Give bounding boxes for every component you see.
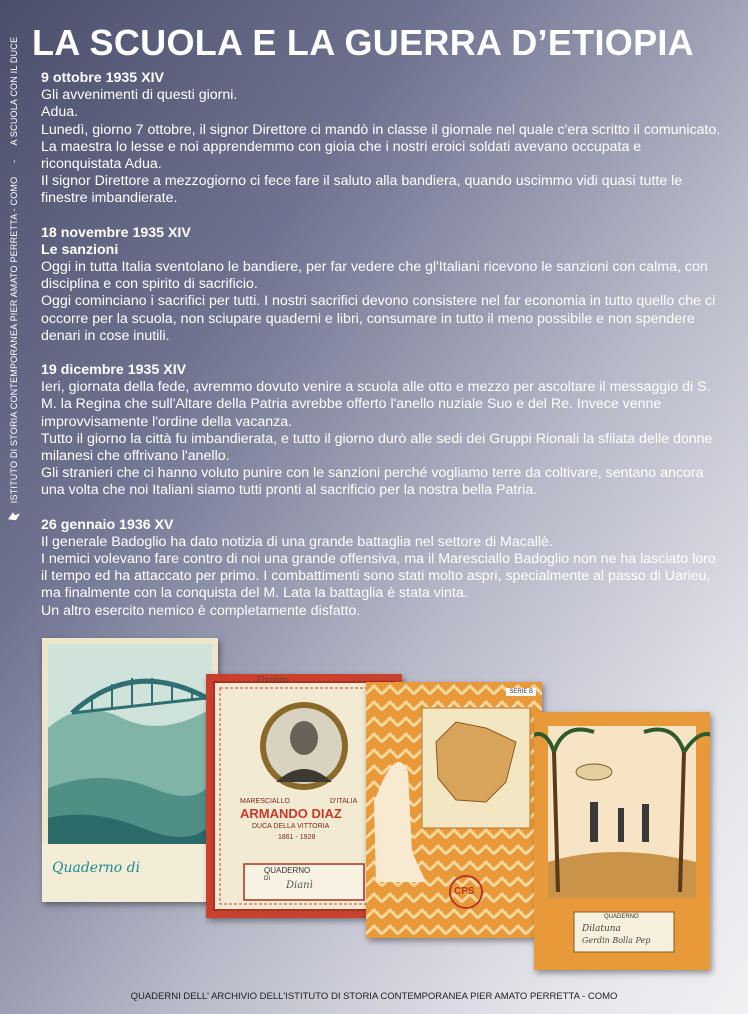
page-title: LA SCUOLA E LA GUERRA D’ETIOPIA — [32, 22, 694, 63]
entry-paragraph: Un altro esercito nemico è completamente disfatto. — [41, 602, 361, 619]
entry-paragraph: Gli stranieri che ci hanno voluto punire con le sanzioni perché vogliamo terre da coltivare, sentano ancora una volta che noi Italiani siamo tutti pronti al sacrificio per la nostra bella Patria. — [41, 465, 704, 499]
entry-paragraph: Gli avvenimenti di questi giorni. — [41, 87, 238, 104]
box-title: QUADERNO — [264, 866, 311, 875]
notebook-cover-palms — [534, 712, 710, 970]
entry-paragraph: Adua. — [41, 104, 79, 121]
entry-paragraph: Il generale Badoglio ha dato notizia di una grande battaglia nel settore di Macallè. — [41, 533, 553, 550]
diary-entry — [41, 225, 721, 345]
diary-entry — [41, 517, 721, 620]
side-separator: - — [9, 159, 19, 163]
publisher-monogram: CPS — [454, 886, 475, 897]
side-series-text: A SCUOLA CON IL DUCE — [9, 36, 19, 146]
entry-paragraph: Oggi in tutta Italia sventolano le bandiere, per far vedere che gl'Italiani ricevono le sanzioni con calma, con disciplina e con spirito di sacrificio. — [41, 259, 708, 293]
diary-entry — [41, 70, 721, 208]
map-cover-art — [366, 682, 542, 938]
entry-paragraph: I nemici volevano fare contro di noi una grande offensiva, ma il Maresciallo Badoglio non ne ha lasciato loro il tempo ed ha attaccato per primo. I combattimenti sono stati molto aspri, specialmente al passo di Uarieu, ma finalmente con la conquista del M. Lata la battaglia è stata vinta. — [41, 551, 716, 602]
box-title: QUADERNO — [604, 914, 639, 920]
cover-name: ARMANDO DIAZ — [240, 806, 342, 821]
cover-rank-right: D'ITALIA — [330, 798, 358, 805]
cover-years: 1861 - 1928 — [278, 834, 316, 841]
box-handwriting: Dianì — [286, 880, 313, 891]
notebook-cover-bridge — [42, 638, 218, 902]
cover-honorific: DUCA DELLA VITTORIA — [252, 823, 330, 830]
page-footer: QUADERNI DELL' ARCHIVIO DELL'ISTITUTO DI STORIA CONTEMPORANEA PIER AMATO PERRETTA - COMO — [130, 991, 618, 1002]
cover-label: Quaderno di — [52, 860, 141, 876]
notebook-covers-gallery — [40, 636, 720, 976]
box-handwriting: Gerdin Bolla Pep — [582, 936, 651, 945]
entry-date: 18 novembre 1935 XIV — [41, 224, 191, 241]
handwriting-top: Tiroido — [256, 676, 289, 686]
diary-entry — [41, 362, 721, 500]
entry-date: 19 dicembre 1935 XIV — [41, 362, 187, 379]
entry-paragraph: Tutto il giorno la città fu imbandierata, e tutto il giorno durò alle sedi dei Gruppi Rionali la sfilata delle donne milanesi che offrivano l'anello. — [41, 430, 713, 465]
side-banner — [0, 0, 28, 560]
palms-cover-art — [534, 712, 710, 970]
series-badge: SERIE B — [506, 688, 536, 696]
box-handwriting: Dilatuna — [582, 924, 621, 934]
entry-paragraph: Oggi cominciano i sacrifici per tutti. I nostri sacrifici devono consistere nel far economia in tutto quello che ci occorre per la scuola, non sciupare quaderni e libri, consumare in tutto il meno possibile e non spendere denari in cose inutili. — [41, 293, 716, 344]
entry-paragraph: Lunedì, giorno 7 ottobre, il signor Direttore ci mandò in classe il giornale nel quale c'era scritto il comunicato. La maestra lo lesse e noi apprendemmo con gioia che i nostri eroici soldati avevano occupata e riconquistata Adua. — [41, 121, 721, 173]
cover-rank: MARESCIALLO — [240, 798, 290, 805]
notebook-cover-map — [366, 682, 542, 938]
side-banner-text — [9, 37, 19, 523]
entry-paragraph: Il signor Direttore a mezzogiorno ci fece fare il saluto alla bandiera, quando uscimmo vidi quasi tutte le finestre imbandierate. — [41, 173, 683, 207]
entry-date: 26 gennaio 1936 XV — [41, 516, 174, 533]
side-institute-text: ISTITUTO DI STORIA CONTEMPORANEA PIER AMATO PERRETTA - COMO — [9, 176, 19, 504]
entry-paragraph: Ieri, giornata della fede, avremmo dovuto venire a scuola alle otto e mezzo per ascoltare il messaggio di S. M. la Regina che sull'Altare della Patria avrebbe offerto l'anello nuziale Suo e del Re. Invece venne improvvisamente l'ordine della vacanza. — [41, 379, 711, 430]
entry-subtitle: Le sanzioni — [41, 241, 119, 258]
entry-date: 9 ottobre 1935 XIV — [41, 70, 165, 86]
box-sub: DI — [264, 876, 270, 882]
institute-logo-icon — [7, 511, 21, 521]
diary-content — [41, 70, 721, 637]
